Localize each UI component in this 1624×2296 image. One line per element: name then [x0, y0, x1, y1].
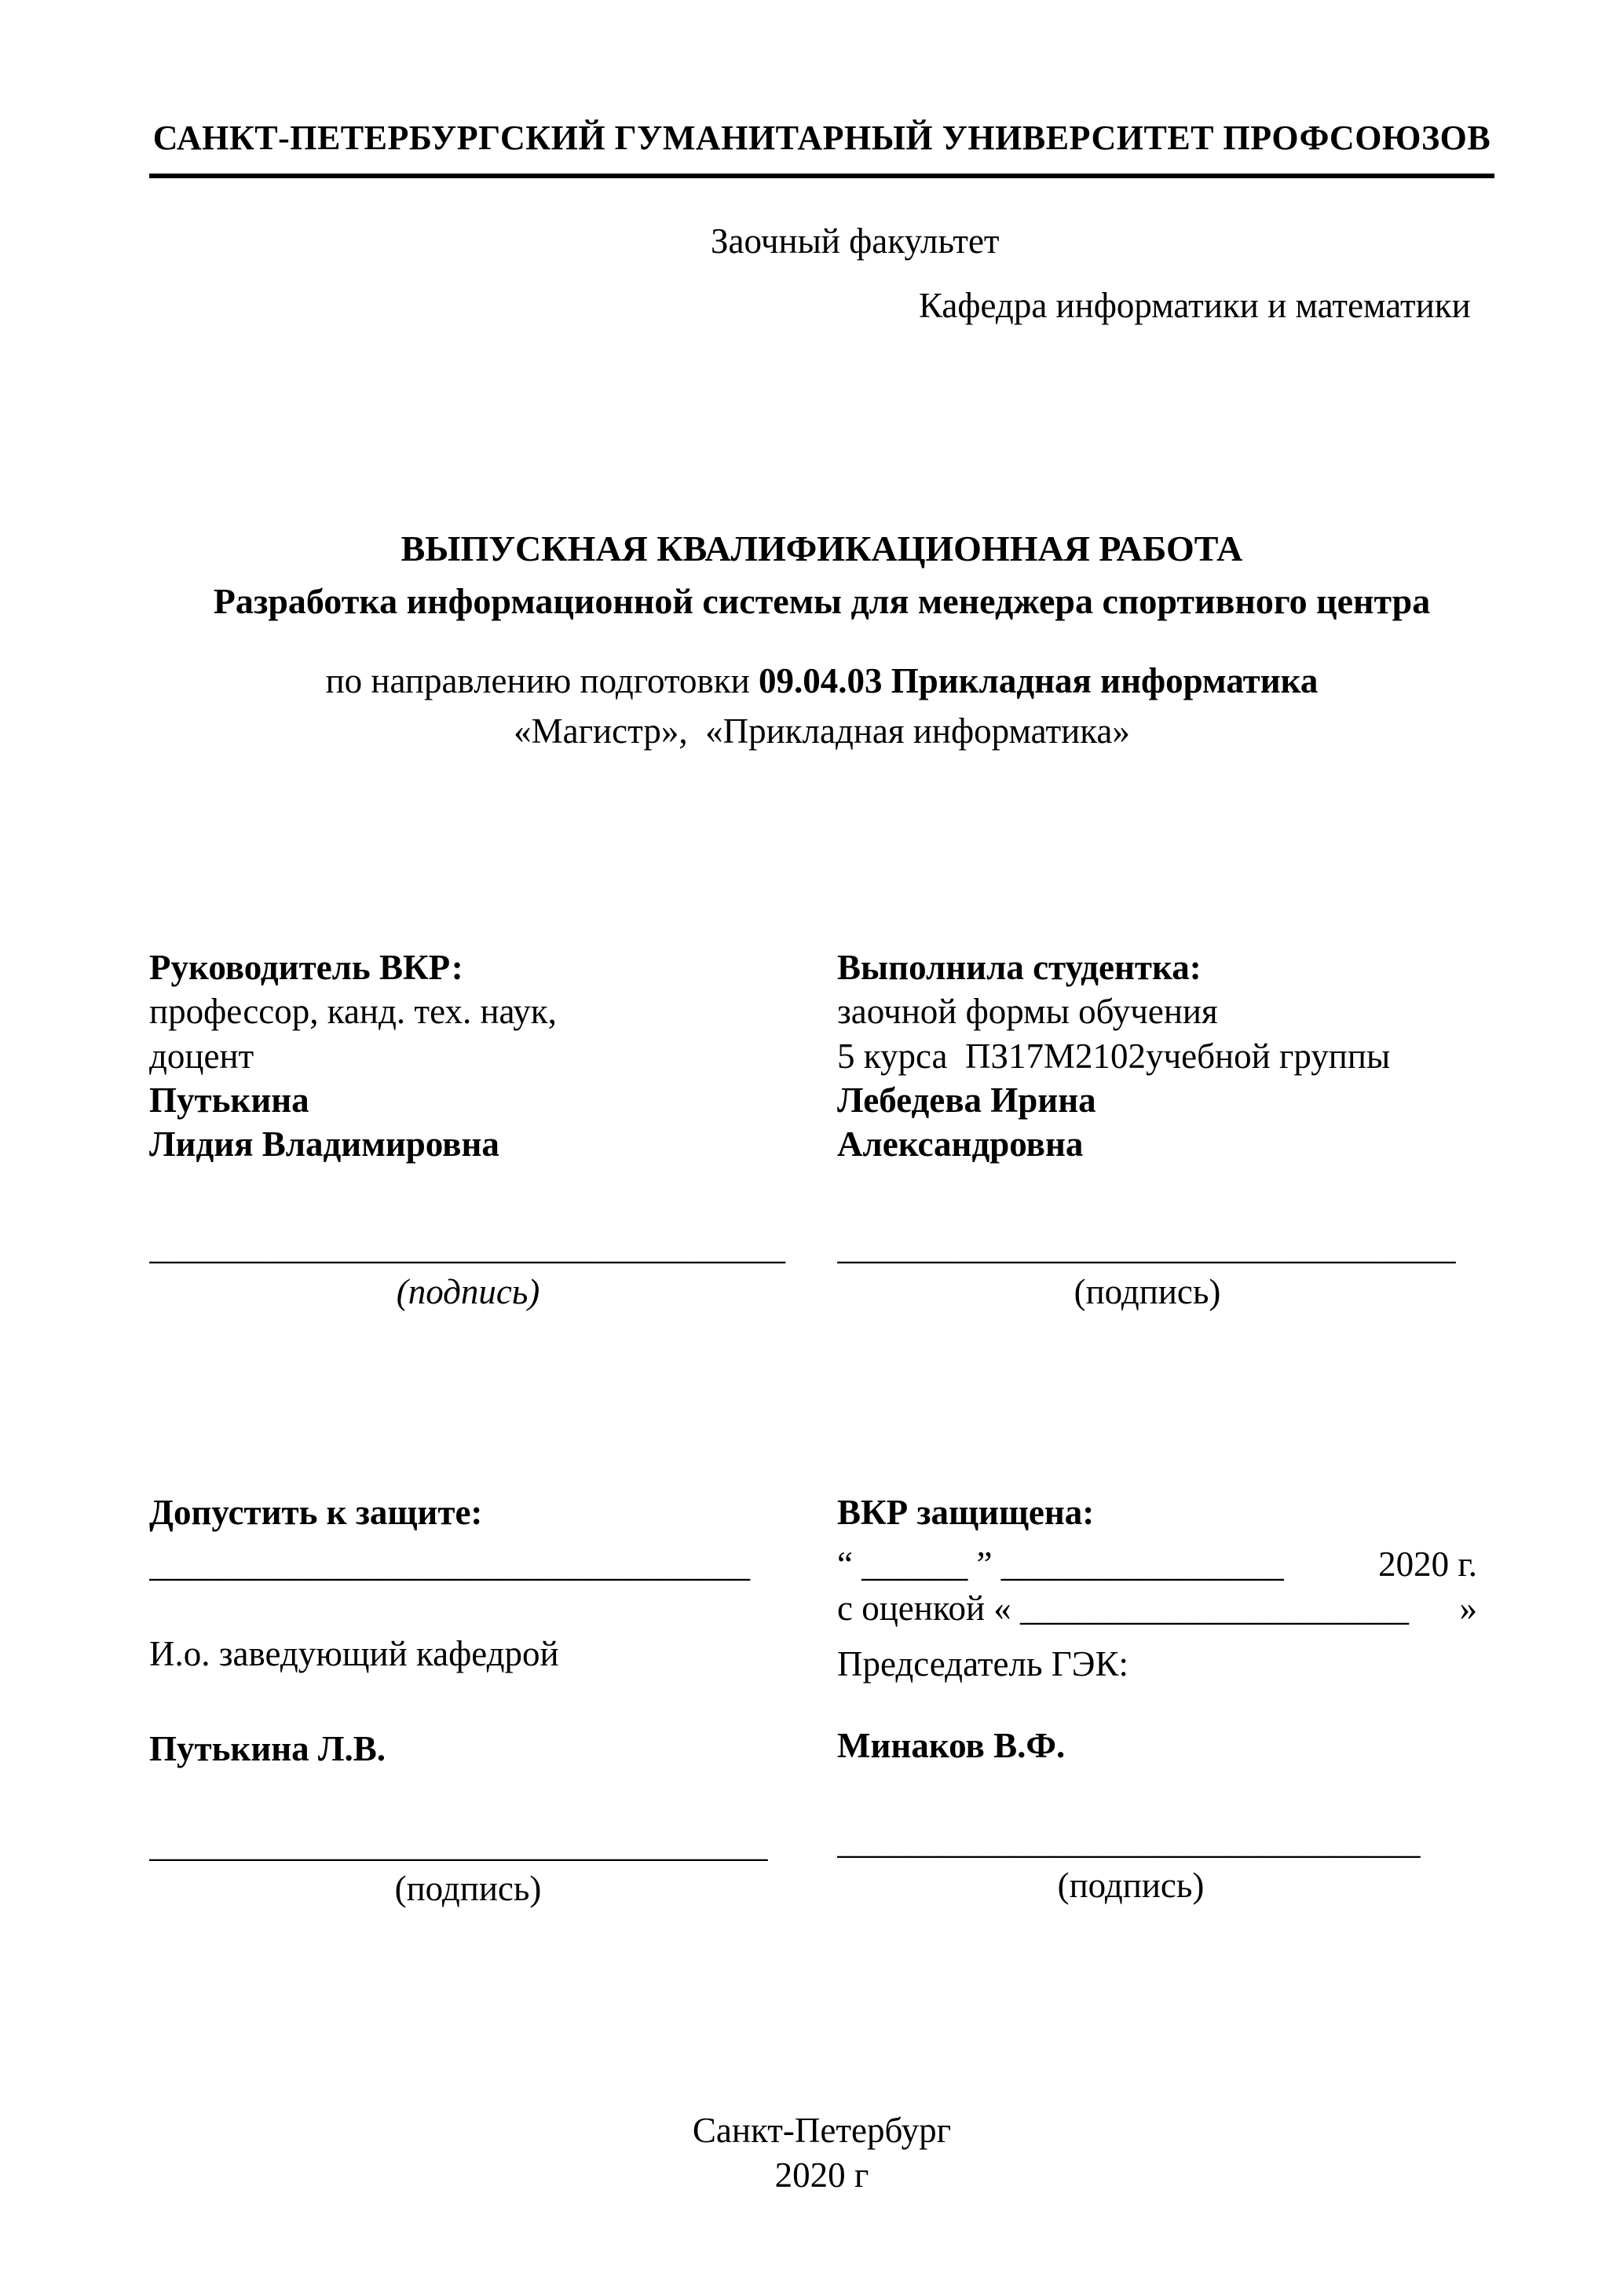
- student-label: Выполнила студентка:: [837, 948, 1202, 987]
- title-block: [149, 526, 1494, 754]
- supervisor-position-2: доцент: [149, 1036, 254, 1076]
- chairman-signature-caption: (подпись): [1057, 1866, 1205, 1906]
- student-info-2: 5 курса ПЗ17М2102учебной группы: [837, 1036, 1391, 1076]
- supervisor-signature-area: [149, 1225, 787, 1314]
- supervisor-block: [149, 945, 837, 1314]
- defense-date-year: 2020 г.: [1378, 1545, 1477, 1584]
- footer-year: 2020 г: [774, 2155, 869, 2195]
- student-block: [837, 945, 1494, 1314]
- admission-name: Путькина Л.В.: [149, 1728, 386, 1768]
- supervisor-signature-line: ____________________________________: [149, 1227, 785, 1267]
- defense-grade-line: [837, 1586, 1477, 1630]
- supervisor-surname: Путькина: [149, 1080, 309, 1120]
- signatories-section: [149, 945, 1494, 1314]
- work-type-title: ВЫПУСКНАЯ КВАЛИФИКАЦИОННАЯ РАБОТА: [401, 528, 1243, 569]
- degree-line: «Магистр», «Прикладная информатика»: [514, 711, 1130, 751]
- admission-block: [149, 1490, 837, 1911]
- student-signature-caption: (подпись): [1074, 1271, 1221, 1311]
- direction-code: 09.04.03 Прикладная информатика: [758, 660, 1319, 700]
- defense-block: [837, 1490, 1494, 1908]
- admission-signature-area: [149, 1823, 787, 1911]
- admission-label: Допустить к защите:: [149, 1492, 483, 1532]
- defense-grade-close-quote: »: [1459, 1589, 1477, 1629]
- admission-blank-line: __________________________________: [149, 1545, 750, 1584]
- department-line: Кафедра информатики и математики: [919, 286, 1471, 326]
- university-name: САНКТ-ПЕТЕРБУРГСКИЙ ГУМАНИТАРНЫЙ УНИВЕРСИТЕТ ПРОФСОЮЗОВ: [152, 119, 1491, 157]
- footer-city: Санкт-Петербург: [692, 2111, 952, 2151]
- admission-signature-line: ___________________________________: [149, 1824, 768, 1864]
- admission-signature-caption: (подпись): [394, 1869, 542, 1908]
- supervisor-given-names: Лидия Владимировна: [149, 1124, 499, 1164]
- chairman-label: Председатель ГЭК:: [837, 1643, 1128, 1684]
- student-signature-line: ___________________________________: [837, 1227, 1456, 1267]
- admission-role: И.о. заведующий кафедрой: [149, 1634, 559, 1674]
- chairman-signature-area: [837, 1819, 1425, 1908]
- student-signature-area: [837, 1225, 1458, 1314]
- faculty-line: Заочный факультет: [711, 221, 1000, 261]
- approval-section: [149, 1490, 1494, 1911]
- chairman-name: Минаков В.Ф.: [837, 1725, 1066, 1765]
- work-title: Разработка информационной системы для менеджера спортивного центра: [213, 581, 1431, 621]
- direction-prefix: по направлению подготовки: [325, 660, 759, 700]
- student-info-1: заочной формы обучения: [837, 992, 1218, 1032]
- defense-label: ВКР защищена:: [837, 1492, 1095, 1532]
- supervisor-position-1: профессор, канд. тех. наук,: [149, 992, 557, 1032]
- chairman-signature-line: _________________________________: [837, 1822, 1421, 1861]
- footer-block: [149, 2108, 1494, 2197]
- defense-date-line: [837, 1542, 1477, 1586]
- direction-line: [149, 659, 1494, 703]
- defense-grade-blank: с оценкой « ______________________: [837, 1589, 1410, 1629]
- student-name-2: Александровна: [837, 1124, 1084, 1164]
- student-name-1: Лебедева Ирина: [837, 1080, 1096, 1120]
- supervisor-label: Руководитель ВКР:: [149, 948, 463, 987]
- defense-date-blanks: “ ______ ” ________________: [837, 1545, 1284, 1584]
- university-header: [149, 116, 1494, 178]
- supervisor-signature-caption: (подпись): [396, 1271, 540, 1311]
